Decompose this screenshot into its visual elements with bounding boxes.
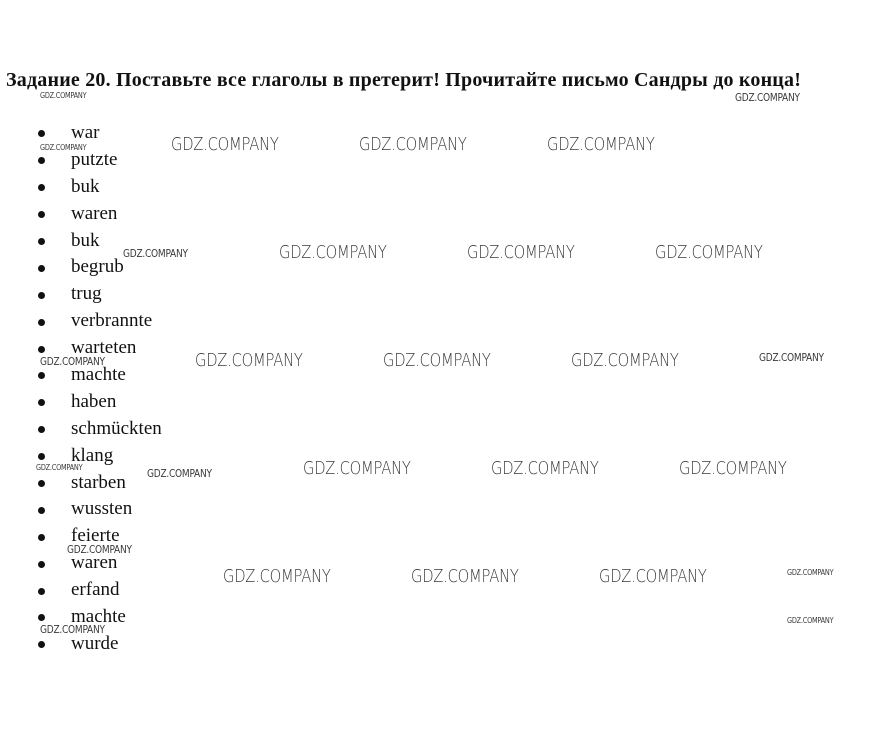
list-item: [0, 308, 162, 335]
list-item: [0, 443, 162, 470]
verb-text: wussten: [71, 498, 133, 520]
bullet-icon: [38, 319, 45, 326]
verb-text: feierte: [71, 525, 120, 547]
verb-text: trug: [71, 283, 102, 305]
verb-text: klang: [71, 444, 114, 466]
bullet-icon: [38, 346, 45, 353]
list-item: [0, 631, 162, 658]
watermark: GDZ.COMPANY: [40, 91, 87, 100]
list-item: [0, 120, 162, 147]
answer-verb-list: [0, 120, 162, 658]
bullet-icon: [38, 614, 45, 621]
watermark: GDZ.COMPANY: [383, 350, 491, 371]
list-item: [0, 523, 162, 550]
bullet-icon: [38, 480, 45, 487]
list-item: [0, 362, 162, 389]
bullet-icon: [38, 157, 45, 164]
bullet-icon: [38, 453, 45, 460]
list-item: [0, 550, 162, 577]
bullet-icon: [38, 588, 45, 595]
bullet-icon: [38, 426, 45, 433]
bullet-icon: [38, 265, 45, 272]
verb-text: waren: [71, 552, 118, 574]
bullet-icon: [38, 534, 45, 541]
verb-text: machte: [71, 606, 126, 628]
watermark: GDZ.COMPANY: [787, 616, 834, 625]
verb-text: haben: [71, 390, 117, 412]
bullet-icon: [38, 507, 45, 514]
watermark: GDZ.COMPANY: [547, 134, 655, 155]
verb-text: verbrannte: [71, 310, 153, 332]
verb-text: buk: [71, 229, 100, 251]
watermark: GDZ.COMPANY: [599, 566, 707, 587]
watermark: GDZ.COMPANY: [123, 247, 188, 260]
verb-text: war: [71, 122, 100, 143]
watermark: GDZ.COMPANY: [359, 134, 467, 155]
watermark: GDZ.COMPANY: [303, 458, 411, 479]
verb-text: putzte: [71, 148, 118, 170]
bullet-icon: [38, 130, 45, 137]
verb-text: waren: [71, 202, 118, 224]
watermark: GDZ.COMPANY: [467, 242, 575, 263]
bullet-icon: [38, 238, 45, 245]
verb-text: begrub: [71, 256, 124, 278]
verb-text: buk: [71, 175, 100, 197]
list-item: [0, 496, 162, 523]
watermark: GDZ.COMPANY: [679, 458, 787, 479]
verb-text: starben: [71, 471, 126, 493]
bullet-icon: [38, 211, 45, 218]
list-item: [0, 389, 162, 416]
list-item: [0, 254, 162, 281]
list-item: [0, 147, 162, 174]
watermark: GDZ.COMPANY: [40, 623, 105, 636]
watermark: GDZ.COMPANY: [67, 543, 132, 556]
watermark: GDZ.COMPANY: [411, 566, 519, 587]
bullet-icon: [38, 372, 45, 379]
watermark: GDZ.COMPANY: [279, 242, 387, 263]
list-item: [0, 604, 162, 631]
verb-text: schmückten: [71, 417, 162, 439]
watermark: GDZ.COMPANY: [147, 467, 212, 480]
watermark: GDZ.COMPANY: [491, 458, 599, 479]
bullet-icon: [38, 399, 45, 406]
watermark: GDZ.COMPANY: [40, 355, 105, 368]
bullet-icon: [38, 292, 45, 299]
watermark: GDZ.COMPANY: [36, 463, 83, 472]
watermark: GDZ.COMPANY: [40, 143, 87, 152]
verb-text: wurde: [71, 632, 119, 654]
watermark: GDZ.COMPANY: [787, 568, 834, 577]
bullet-icon: [38, 184, 45, 191]
verb-text: machte: [71, 364, 126, 386]
list-item: [0, 201, 162, 228]
task-heading: Задание 20. Поставьте все глаголы в претерит! Прочитайте письмо Сандры до конца!: [6, 69, 802, 91]
list-item: [0, 577, 162, 604]
list-item: [0, 335, 162, 362]
verb-text: warteten: [71, 337, 137, 359]
watermark: GDZ.COMPANY: [571, 350, 679, 371]
watermark: GDZ.COMPANY: [171, 134, 279, 155]
list-item: [0, 281, 162, 308]
watermark: GDZ.COMPANY: [195, 350, 303, 371]
list-item: [0, 228, 162, 255]
bullet-icon: [38, 641, 45, 648]
list-item: [0, 416, 162, 443]
bullet-icon: [38, 561, 45, 568]
list-item: [0, 174, 162, 201]
verb-text: erfand: [71, 579, 120, 601]
watermark: GDZ.COMPANY: [655, 242, 763, 263]
watermark: GDZ.COMPANY: [735, 91, 800, 104]
watermark: GDZ.COMPANY: [759, 351, 824, 364]
watermark: GDZ.COMPANY: [223, 566, 331, 587]
list-item: [0, 470, 162, 497]
